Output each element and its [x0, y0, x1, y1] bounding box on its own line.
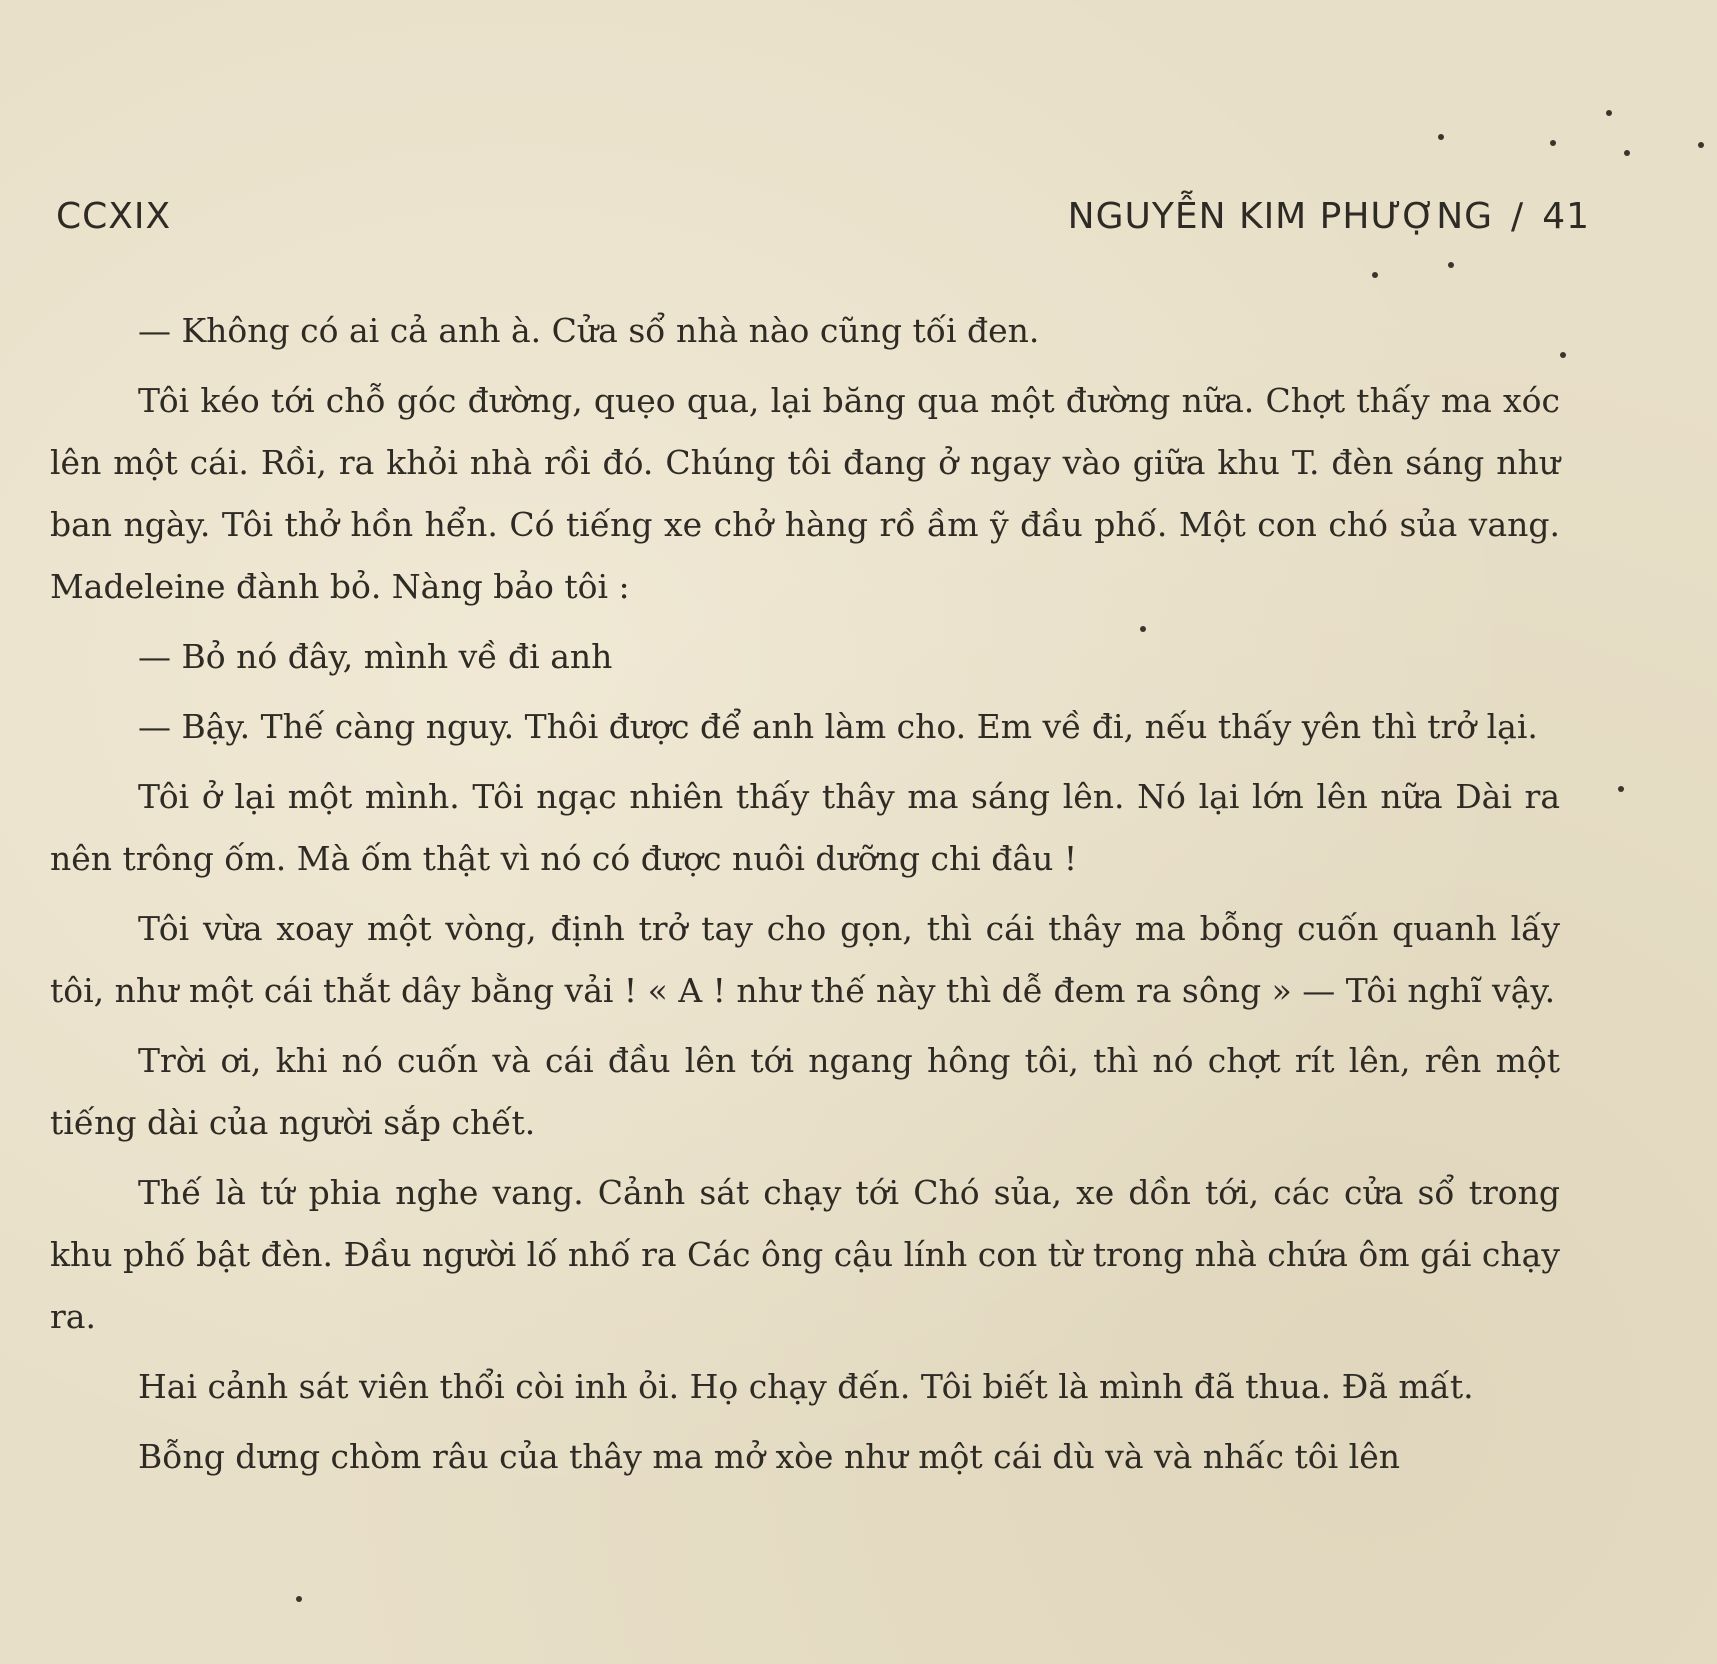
paper-speck [296, 1596, 302, 1602]
paper-speck [1618, 786, 1624, 792]
paper-speck [1372, 272, 1378, 278]
paper-speck [1550, 140, 1556, 146]
paragraph-7: Trời ơi, khi nó cuốn và cái đầu lên tới ngang hông tôi, thì nó chợt rít lên, rên một tiếng dài của người sắp chết. [50, 1041, 1560, 1142]
paragraph-4: — Bậy. Thế càng nguy. Thôi được để anh làm cho. Em về đi, nếu thấy yên thì trở lại. [138, 707, 1538, 746]
paragraph-6: Tôi vừa xoay một vòng, định trở tay cho gọn, thì cái thây ma bỗng cuốn quanh lấy tôi, như một cái thắt dây bằng vải ! « A ! như thế này thì dễ đem ra sông » — Tôi nghĩ vậy. [50, 909, 1560, 1010]
paper-speck [1560, 352, 1566, 358]
paragraph-8: Thế là tứ phia nghe vang. Cảnh sát chạy tới Chó sủa, xe dồn tới, các cửa sổ trong khu phố bật đèn. Đầu người lố nhố ra Các ông cậu lính con từ trong nhà chứa ôm gái chạy ra. [50, 1173, 1560, 1336]
header-separator: / [1511, 196, 1525, 237]
paragraph-2: Tôi kéo tới chỗ góc đường, quẹo qua, lại băng qua một đường nữa. Chợt thấy ma xóc lên một cái. Rồi, ra khỏi nhà rồi đó. Chúng tôi đang ở ngay vào giữa khu T. đèn sáng như ban ngày. Tôi thở hồn hển. Có tiếng xe chở hàng rồ ầm ỹ đầu phố. Một con chó sủa vang. Madeleine đành bỏ. Nàng bảo tôi : [50, 381, 1560, 606]
paper-speck [1698, 142, 1704, 148]
paragraph-9: Hai cảnh sát viên thổi còi inh ỏi. Họ chạy đến. Tôi biết là mình đã thua. Đã mất. [138, 1367, 1474, 1406]
paper-speck [1448, 262, 1454, 268]
paragraph-3: — Bỏ nó đây, mình về đi anh [138, 637, 613, 676]
author-and-page [1068, 196, 1590, 237]
paper-speck [1606, 110, 1612, 116]
paragraph-1: — Không có ai cả anh à. Cửa sổ nhà nào cũng tối đen. [138, 311, 1040, 350]
chapter-number: CCXIX [56, 196, 172, 237]
paragraph-10: Bỗng dưng chòm râu của thây ma mở xòe như một cái dù và và nhấc tôi lên [138, 1437, 1401, 1476]
paper-speck [1140, 626, 1146, 632]
paragraph-5: Tôi ở lại một mình. Tôi ngạc nhiên thấy thây ma sáng lên. Nó lại lớn lên nữa Dài ra nên trông ốm. Mà ốm thật vì nó có được nuôi dưỡng chi đâu ! [50, 777, 1560, 878]
page-body-text [50, 300, 1560, 1496]
paper-speck [1624, 150, 1630, 156]
author-name: NGUYỄN KIM PHƯỢNG [1067, 196, 1494, 237]
running-header [56, 196, 1590, 246]
paper-speck [1438, 134, 1444, 140]
page-number: 41 [1542, 196, 1590, 237]
